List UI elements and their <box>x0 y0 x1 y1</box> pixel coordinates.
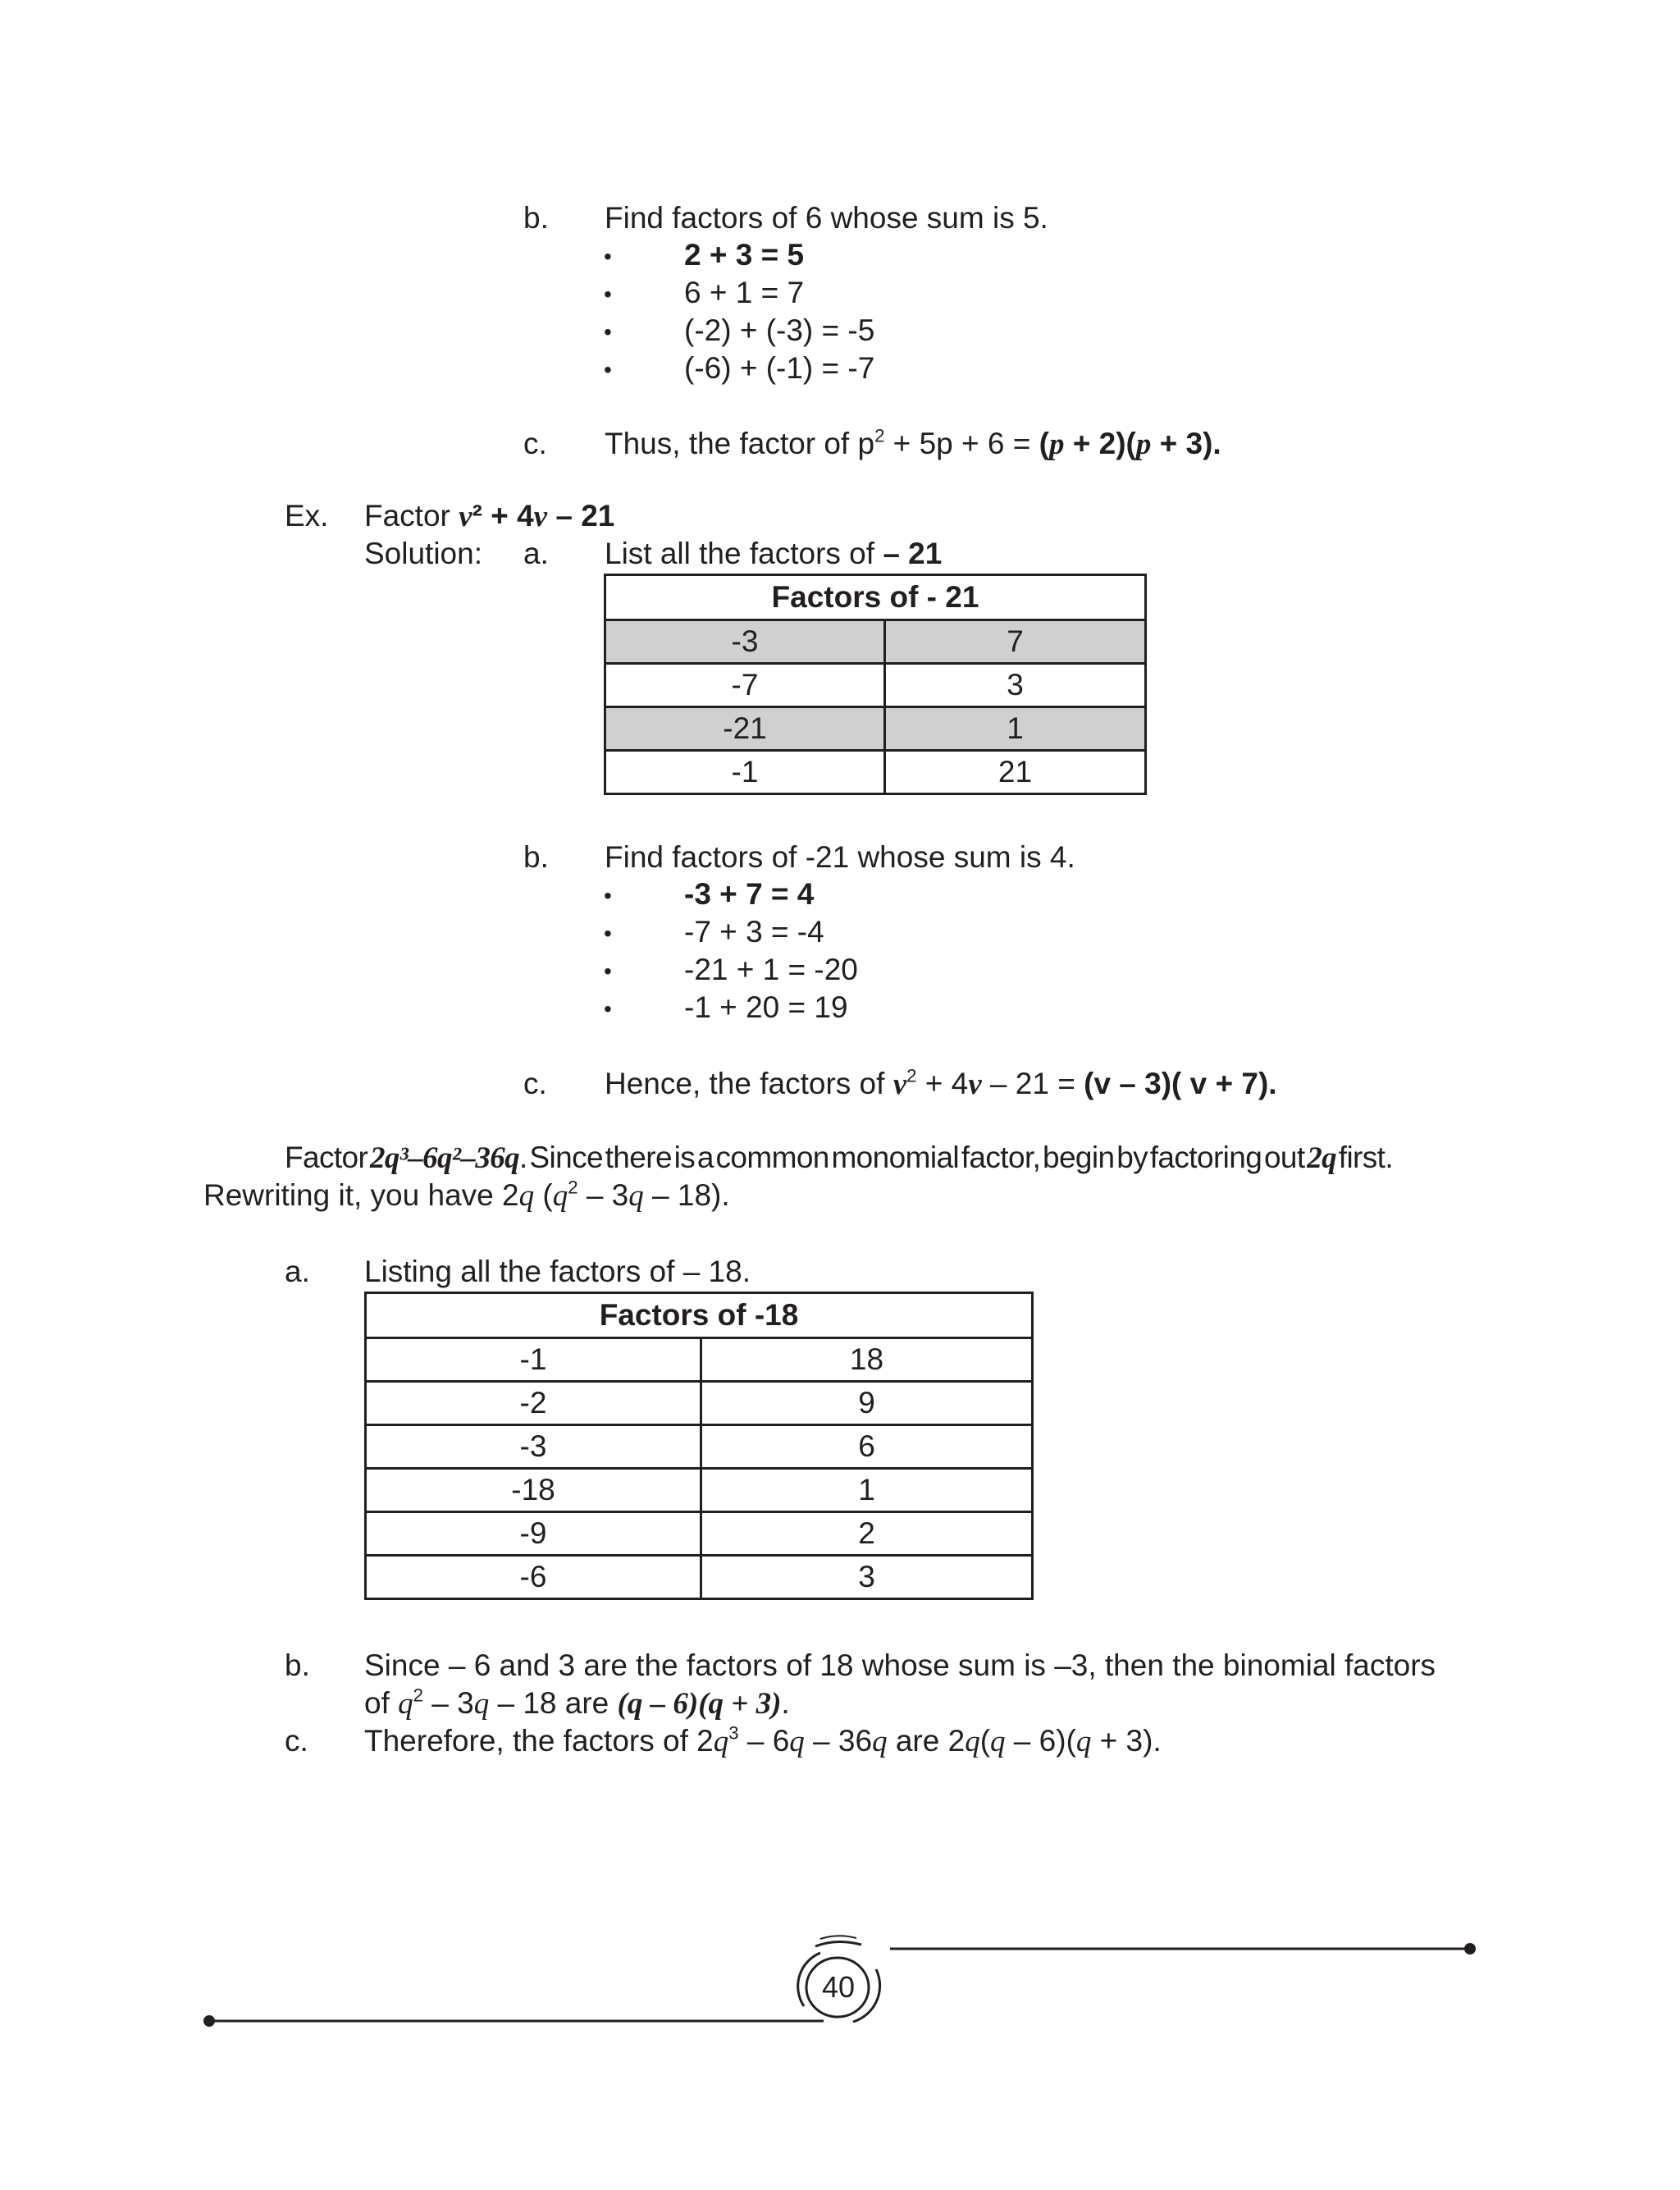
step-b-text-line1: Since – 6 and 3 are the factors of 18 whose sum is –3, then the binomial factors <box>364 1648 1436 1682</box>
table-cell: 2 <box>701 1512 1033 1556</box>
bullet-icon: • <box>604 244 612 269</box>
step-a-text: List all the factors of – 21 <box>605 537 943 570</box>
step-c-label: c. <box>523 1067 547 1100</box>
step-c-label: c. <box>285 1724 308 1758</box>
table-cell: -3 <box>605 620 885 664</box>
table-cell: 6 <box>701 1425 1033 1469</box>
example-label: Ex. <box>285 499 329 533</box>
sum-option: (-2) + (-3) = -5 <box>684 313 875 347</box>
bullet-icon: • <box>604 921 612 946</box>
step-c-label: c. <box>523 427 547 460</box>
sum-option: -1 + 20 = 19 <box>684 990 848 1024</box>
step-b-label: b. <box>523 840 549 874</box>
sum-option: -21 + 1 = -20 <box>684 953 858 986</box>
table-header: Factors of - 21 <box>605 575 1146 620</box>
intro-line-2: Rewriting it, you have 2q $(q^2 - 3q - 18)$. <box>203 1177 730 1213</box>
table-cell: 1 <box>885 707 1146 751</box>
table-cell: -6 <box>366 1556 701 1599</box>
step-b-label: b. <box>285 1648 310 1682</box>
table-cell: -21 <box>605 707 885 751</box>
step-c-text: Therefore, the factors of $2q^3 - 6q - 36q$ are 2q(q – 6)(q + 3). <box>364 1722 1162 1758</box>
factors-table <box>604 574 1147 795</box>
step-b-text: Find factors of 6 whose sum is 5. <box>605 201 1048 235</box>
step-a-label: a. <box>523 537 549 570</box>
table-cell: 7 <box>885 620 1146 664</box>
table-cell: -9 <box>366 1512 701 1556</box>
step-a-label: a. <box>285 1255 310 1288</box>
table-cell: 18 <box>701 1338 1033 1382</box>
sum-option: 6 + 1 = 7 <box>684 276 805 309</box>
sum-option: -3 + 7 = 4 <box>684 877 815 911</box>
step-c-text: Thus, the factor of $p^2 + 5p + 6 = (p + 2)(p + 3)$. <box>605 425 1221 461</box>
bullet-icon: • <box>604 319 612 345</box>
table-cell: -2 <box>366 1382 701 1425</box>
bullet-icon: • <box>604 357 612 382</box>
page-number: 40 <box>822 1970 856 2004</box>
step-b-label: b. <box>523 201 549 235</box>
step-c-text: Hence, the factors of $v^2 + 4v - 21 = (v - 3)$( v + 7). <box>605 1065 1277 1101</box>
bullet-icon: • <box>604 883 612 908</box>
table-cell: -3 <box>366 1425 701 1469</box>
intro-line-1: Factor 2q³–6q²–36q. Since there is a common monomial factor, begin by factoring out 2q first. <box>285 1141 1394 1175</box>
table-cell: 1 <box>701 1469 1033 1512</box>
step-b-text-line2: of $q^2 - 3q - 18$ are (q – 6)(q + 3). <box>364 1685 790 1721</box>
solution-label: Solution: <box>364 537 482 570</box>
sum-option: -7 + 3 = -4 <box>684 915 824 949</box>
factors-table <box>364 1292 1034 1600</box>
sum-option: (-6) + (-1) = -7 <box>684 351 875 385</box>
table-cell: -7 <box>605 664 885 707</box>
table-cell: 3 <box>701 1556 1033 1599</box>
bullet-icon: • <box>604 958 612 984</box>
table-cell: 21 <box>885 751 1146 794</box>
bullet-icon: • <box>604 281 612 307</box>
table-cell: -1 <box>605 751 885 794</box>
table-cell: 3 <box>885 664 1146 707</box>
table-cell: -18 <box>366 1469 701 1512</box>
bullet-icon: • <box>604 996 612 1022</box>
sum-option: 2 + 3 = 5 <box>684 238 805 272</box>
table-cell: -1 <box>366 1338 701 1382</box>
table-header: Factors of -18 <box>366 1293 1033 1338</box>
example-expression: Factor v² + 4v – 21 <box>364 499 615 533</box>
step-b-text: Find factors of -21 whose sum is 4. <box>605 840 1075 874</box>
table-cell: 9 <box>701 1382 1033 1425</box>
step-a-text: Listing all the factors of – 18. <box>364 1255 751 1288</box>
